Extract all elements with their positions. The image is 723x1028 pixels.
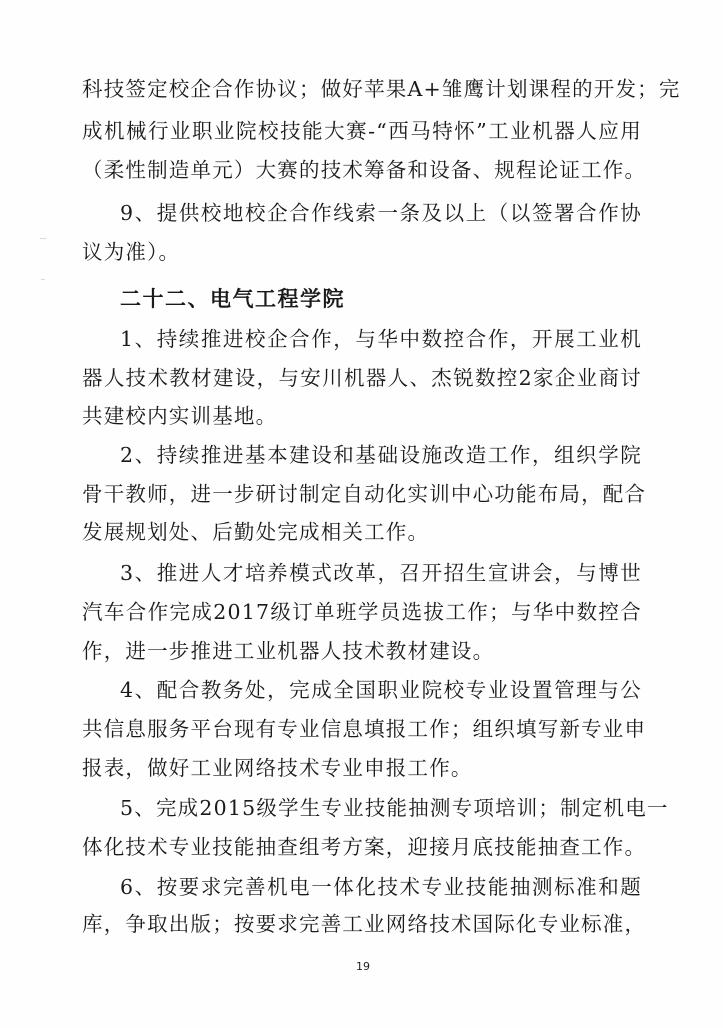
- scan-artifact: [41, 279, 45, 280]
- list-item-4-line: 共信息服务平台现有专业信息填报工作；组织填写新专业申: [82, 717, 647, 741]
- list-item-2-line: 2、持续推进基本建设和基础设施改造工作，组织学院: [120, 443, 642, 467]
- list-item-9-line: 9、提供校地校企合作线索一条及以上（以签署合作协: [120, 201, 642, 225]
- list-item-5-line: 体化技术专业技能抽查组考方案，迎接月底技能抽查工作。: [82, 835, 647, 859]
- list-item-3-line: 作，进一步推进工业机器人技术教材建设。: [82, 639, 495, 663]
- list-item-3-line: 汽车合作完成2017级订单班学员选拔工作；与华中数控合: [82, 600, 642, 624]
- list-item-3-line: 3、推进人才培养模式改革，召开招生宣讲会，与博世: [120, 561, 642, 585]
- list-item-6-line: 6、按要求完善机电一体化技术专业技能抽测标准和题: [120, 875, 642, 899]
- list-item-2-line: 骨干教师，进一步研讨制定自动化实训中心功能布局，配合: [82, 482, 647, 506]
- list-item-1-line: 共建校内实训基地。: [82, 404, 278, 428]
- section-heading: 二十二、电气工程学院: [120, 286, 345, 311]
- list-item-2-line: 发展规划处、后勤处完成相关工作。: [82, 520, 430, 544]
- page-number: 19: [356, 960, 370, 973]
- paragraph-line: 成机械行业职业院校技能大赛-“西马特怀”工业机器人应用: [82, 119, 642, 143]
- paragraph-line: 科技签定校企合作协议；做好苹果A+雏鹰计划课程的开发；完: [82, 77, 681, 101]
- list-item-1-line: 器人技术教材建设，与安川机器人、杰锐数控2家企业商讨: [82, 366, 642, 390]
- list-item-1-line: 1、持续推进校企合作，与华中数控合作，开展工业机: [120, 327, 642, 351]
- paragraph-line: （柔性制造单元）大赛的技术筹备和设备、规程论证工作。: [82, 158, 647, 182]
- list-item-9-line: 议为准）。: [82, 240, 181, 264]
- scan-artifact: [40, 238, 46, 239]
- list-item-6-line: 库，争取出版；按要求完善工业网络技术国际化专业标准，: [82, 912, 647, 936]
- list-item-5-line: 5、完成2015级学生专业技能抽测专项培训；制定机电一: [120, 796, 669, 820]
- list-item-4-line: 4、配合教务处，完成全国职业院校专业设置管理与公: [120, 678, 642, 702]
- list-item-4-line: 报表，做好工业网络技术专业申报工作。: [82, 756, 473, 780]
